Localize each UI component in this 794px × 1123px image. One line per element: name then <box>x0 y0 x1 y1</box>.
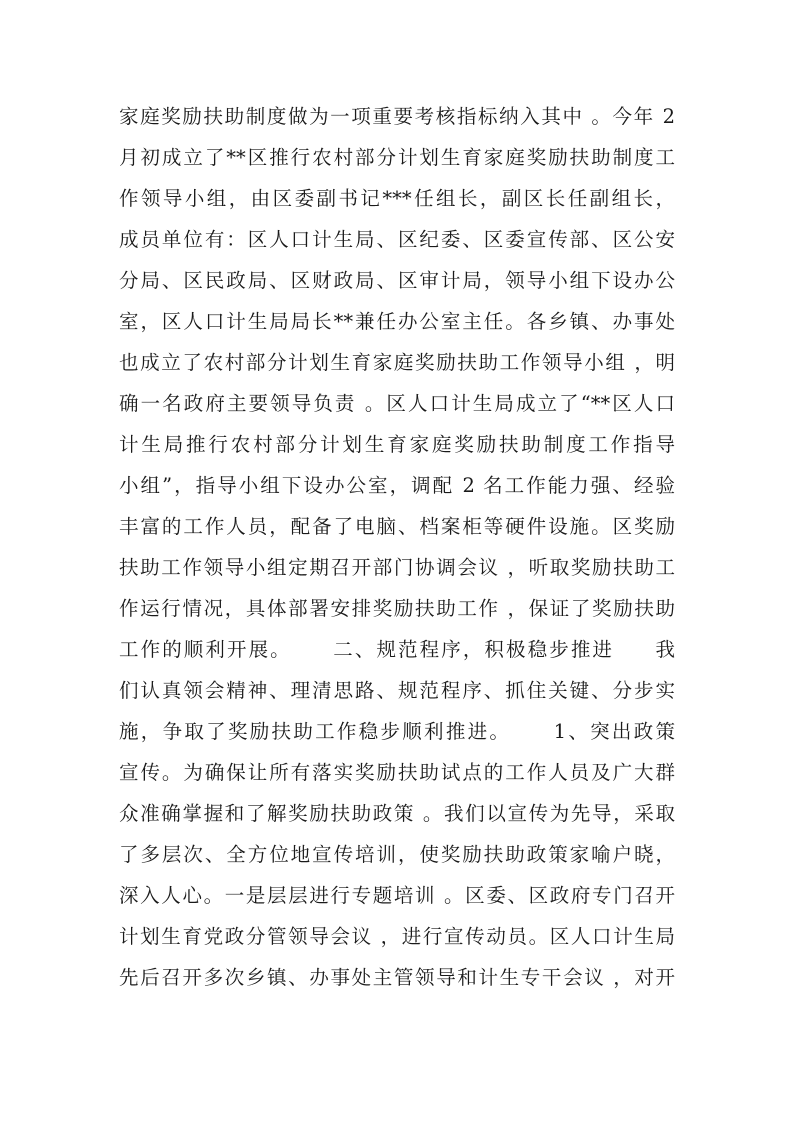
body-text-line-10: 小组”，指导小组下设办公室，调配 2 名工作能力强、经验 <box>119 474 675 497</box>
body-text-line-4: 成员单位有：区人口计生局、区纪委、区委宣传部、区公安 <box>119 228 675 251</box>
body-text-line-14: 工作的顺利开展。 二、规范程序，积极稳步推进 我 <box>119 638 675 661</box>
body-text-line-8: 确一名政府主要领导负责 。区人口计生局成立了“**区人口 <box>119 392 675 415</box>
body-text-line-13: 作运行情况，具体部署安排奖励扶助工作 ，保证了奖励扶助 <box>119 597 675 620</box>
body-text-line-20: 深入人心。一是层层进行专题培训 。区委、区政府专门召开 <box>119 884 675 907</box>
body-text-line-19: 了多层次、全方位地宣传培训，使奖励扶助政策家喻户晓， <box>119 843 675 866</box>
body-text-line-6: 室，区人口计生局局长**兼任办公室主任。各乡镇、办事处 <box>119 310 675 333</box>
body-text-line-18: 众准确掌握和了解奖励扶助政策 。我们以宣传为先导，采取 <box>119 802 675 825</box>
body-text-line-5: 分局、区民政局、区财政局、区审计局，领导小组下设办公 <box>119 269 675 292</box>
body-text-line-11: 丰富的工作人员，配备了电脑、档案柜等硬件设施。区奖励 <box>119 515 675 538</box>
body-text-line-9: 计生局推行农村部分计划生育家庭奖励扶助制度工作指导 <box>119 433 675 456</box>
body-text-line-15: 们认真领会精神、理清思路、规范程序、抓住关键、分步实 <box>119 679 675 702</box>
body-text-line-12: 扶助工作领导小组定期召开部门协调会议 ，听取奖励扶助工 <box>119 556 675 579</box>
body-text-line-3: 作领导小组，由区委副书记***任组长，副区长任副组长， <box>119 187 675 210</box>
body-text-line-21: 计划生育党政分管领导会议 ，进行宣传动员。区人口计生局 <box>119 925 675 948</box>
body-text-line-2: 月初成立了**区推行农村部分计划生育家庭奖励扶助制度工 <box>119 146 675 169</box>
body-text-line-1: 家庭奖励扶助制度做为一项重要考核指标纳入其中 。今年 2 <box>119 105 675 128</box>
body-text-line-22: 先后召开多次乡镇、办事处主管领导和计生专干会议 ，对开 <box>119 966 675 989</box>
body-text-line-16: 施，争取了奖励扶助工作稳步顺利推进。 1、突出政策 <box>119 720 675 743</box>
body-text-line-17: 宣传。为确保让所有落实奖励扶助试点的工作人员及广大群 <box>119 761 675 784</box>
body-text-line-7: 也成立了农村部分计划生育家庭奖励扶助工作领导小组 ，明 <box>119 351 675 374</box>
